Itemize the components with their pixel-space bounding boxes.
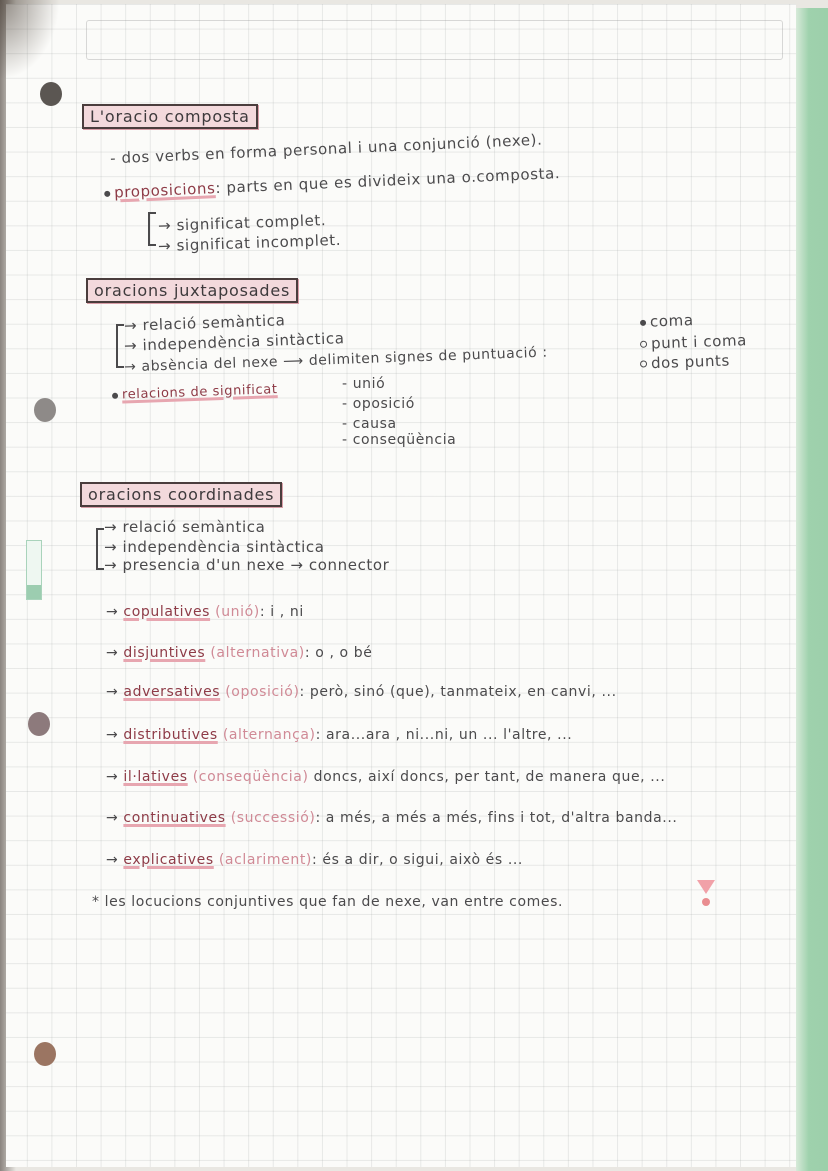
branch-bracket xyxy=(148,212,156,246)
arrow-icon: → xyxy=(123,336,143,355)
corner-shadow xyxy=(0,0,60,80)
bullet-icon xyxy=(104,190,110,196)
branch-bracket xyxy=(116,324,124,368)
juxt-branch-semantica: → relació semàntica xyxy=(123,311,286,335)
long-arrow-icon: ⟶ xyxy=(277,352,310,371)
page-header-box xyxy=(86,20,783,60)
arrow-icon: → xyxy=(123,358,142,376)
bullet-icon xyxy=(640,360,647,367)
arrow-icon: → xyxy=(106,645,119,661)
coord-branch-nexe: → presencia d'un nexe → connector xyxy=(104,556,390,574)
punct-punt-i-coma: punt i coma xyxy=(640,331,748,353)
definition-line: - dos verbs en forma personal i una conjunció (nexe). xyxy=(109,130,543,168)
juxt-branch-absencia: → absència del nexe ⟶ delimiten signes de puntuació : xyxy=(123,344,548,376)
branch-incomplet: → significat incomplet. xyxy=(157,230,342,256)
exclamation-icon xyxy=(697,880,715,906)
bullet-icon xyxy=(640,341,647,348)
coord-branch-sintactica: → independència sintàctica xyxy=(104,538,325,556)
binder-hole xyxy=(40,82,62,106)
brand-tab xyxy=(26,540,42,600)
binder-hole xyxy=(28,712,50,736)
heading-oracions-coordinades: oracions coordinades xyxy=(80,482,282,507)
coord-branch-semantica: → relació semàntica xyxy=(104,518,266,536)
punct-coma: coma xyxy=(640,311,694,331)
binder-hole xyxy=(34,398,56,422)
juxt-branch-sintactica: → independència sintàctica xyxy=(123,329,345,355)
arrow-icon: → xyxy=(106,769,119,785)
relation-oposicio: - oposició xyxy=(342,396,415,412)
term-proposicions: proposicions xyxy=(113,179,216,202)
heading-oracio-composta: L'oracio composta xyxy=(82,104,258,129)
punct-dos-punts: dos punts xyxy=(640,351,730,372)
branch-complet: → significat complet. xyxy=(157,211,327,235)
type-copulatives: → copulatives (unió): i , ni xyxy=(106,604,304,620)
relation-unio: - unió xyxy=(342,376,386,392)
relation-consequencia: - conseqüència xyxy=(342,432,457,448)
green-side-strip xyxy=(796,8,828,1171)
binder-hole xyxy=(34,1042,56,1066)
type-illatives: → il·latives (conseqüència) doncs, així doncs, per tant, de manera que, ... xyxy=(106,769,666,785)
arrow-icon: → xyxy=(106,810,119,826)
arrow-icon: → xyxy=(123,316,143,335)
relation-causa: - causa xyxy=(342,416,397,432)
arrow-icon: → xyxy=(106,852,119,868)
type-disjuntives: → disjuntives (alternativa): o , o bé xyxy=(106,645,373,661)
bullet-icon xyxy=(112,392,118,398)
proposicions-def: : parts en que es divideix una o.composta. xyxy=(215,164,561,198)
arrow-icon: → xyxy=(104,538,123,556)
arrow-icon: → xyxy=(157,216,177,235)
arrow-icon: → xyxy=(157,236,177,256)
arrow-icon: → xyxy=(106,604,119,620)
footnote: * les locucions conjuntives que fan de nexe, van entre comes. xyxy=(92,894,564,910)
bullet-icon xyxy=(640,319,646,325)
type-explicatives: → explicatives (aclariment): és a dir, o sigui, això és ... xyxy=(106,852,523,868)
type-adversatives: → adversatives (oposició): però, sinó (que), tanmateix, en canvi, ... xyxy=(106,684,617,700)
heading-oracions-juxtaposades: oracions juxtaposades xyxy=(86,278,298,303)
term-relacions: relacions de significat xyxy=(121,382,278,403)
arrow-icon: → xyxy=(104,556,123,574)
arrow-icon: → xyxy=(106,684,119,700)
arrow-icon: → xyxy=(106,727,119,743)
type-distributives: → distributives (alternança): ara...ara , ni...ni, un ... l'altre, ... xyxy=(106,727,573,743)
branch-bracket xyxy=(96,528,104,570)
type-continuatives: → continuatives (successió): a més, a més a més, fins i tot, d'altra banda... xyxy=(106,810,678,826)
arrow-icon: → xyxy=(104,518,123,536)
